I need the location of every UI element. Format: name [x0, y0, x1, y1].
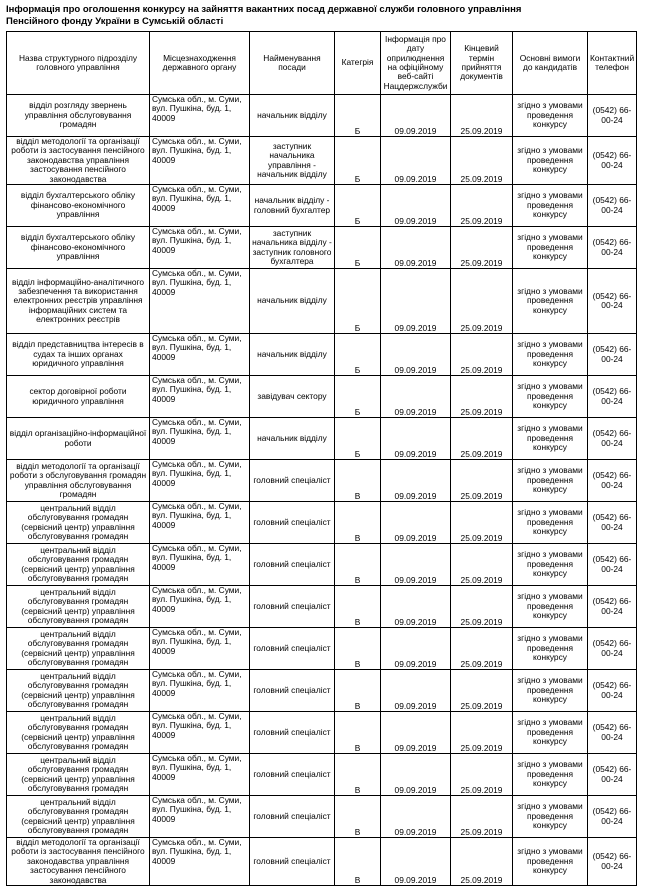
- cell-phone: (0542) 66-00-24: [588, 137, 637, 185]
- cell-unit: центральний відділ обслуговування громадян (сервісний центр) управління обслуговування громадян: [7, 586, 150, 628]
- cell-phone: (0542) 66-00-24: [588, 670, 637, 712]
- cell-category: Б: [335, 334, 381, 376]
- cell-published: 09.09.2019: [381, 838, 451, 886]
- cell-deadline: 25.09.2019: [451, 754, 513, 796]
- table-row: [7, 227, 637, 269]
- cell-category: Б: [335, 376, 381, 418]
- cell-phone: (0542) 66-00-24: [588, 376, 637, 418]
- cell-deadline: 25.09.2019: [451, 185, 513, 227]
- cell-category: Б: [335, 137, 381, 185]
- cell-deadline: 25.09.2019: [451, 586, 513, 628]
- cell-requirements: згідно з умовами проведення конкурсу: [513, 227, 588, 269]
- table-row: [7, 502, 637, 544]
- cell-position: начальник відділу: [250, 334, 335, 376]
- table-row: [7, 544, 637, 586]
- cell-address: Сумська обл., м. Суми, вул. Пушкіна, буд. 1, 40009: [150, 185, 250, 227]
- cell-phone: (0542) 66-00-24: [588, 334, 637, 376]
- cell-phone: (0542) 66-00-24: [588, 227, 637, 269]
- cell-address: Сумська обл., м. Суми, вул. Пушкіна, буд. 1, 40009: [150, 269, 250, 334]
- cell-published: 09.09.2019: [381, 796, 451, 838]
- cell-address: Сумська обл., м. Суми, вул. Пушкіна, буд. 1, 40009: [150, 137, 250, 185]
- cell-published: 09.09.2019: [381, 185, 451, 227]
- document-title: Інформація про оголошення конкурсу на зайняття вакантних посад державної служби головного управління Пенсійного фонду України в Сумській області: [6, 4, 522, 27]
- cell-unit: центральний відділ обслуговування громадян (сервісний центр) управління обслуговування громадян: [7, 670, 150, 712]
- cell-published: 09.09.2019: [381, 95, 451, 137]
- cell-address: Сумська обл., м. Суми, вул. Пушкіна, буд. 1, 40009: [150, 376, 250, 418]
- table-row: [7, 95, 637, 137]
- cell-requirements: згідно з умовами проведення конкурсу: [513, 185, 588, 227]
- cell-phone: (0542) 66-00-24: [588, 838, 637, 886]
- cell-unit: відділ методології та організації роботи із застосування пенсійного законодавства управління застосування пенсійного законодавства: [7, 838, 150, 886]
- cell-category: В: [335, 712, 381, 754]
- cell-address: Сумська обл., м. Суми, вул. Пушкіна, буд. 1, 40009: [150, 502, 250, 544]
- cell-category: Б: [335, 95, 381, 137]
- cell-position: начальник відділу: [250, 418, 335, 460]
- cell-phone: (0542) 66-00-24: [588, 712, 637, 754]
- cell-position: головний спеціаліст: [250, 460, 335, 502]
- cell-position: заступник начальника управління - начальник відділу: [250, 137, 335, 185]
- cell-requirements: згідно з умовами проведення конкурсу: [513, 796, 588, 838]
- table-row: [7, 334, 637, 376]
- cell-deadline: 25.09.2019: [451, 670, 513, 712]
- cell-requirements: згідно з умовами проведення конкурсу: [513, 376, 588, 418]
- cell-requirements: згідно з умовами проведення конкурсу: [513, 586, 588, 628]
- cell-requirements: згідно з умовами проведення конкурсу: [513, 670, 588, 712]
- table-header-row: [7, 32, 637, 95]
- table-row: [7, 754, 637, 796]
- table-row: [7, 628, 637, 670]
- cell-category: В: [335, 586, 381, 628]
- cell-unit: відділ методології та організації роботи із застосування пенсійного законодавства управління застосування пенсійного законодавства: [7, 137, 150, 185]
- cell-phone: (0542) 66-00-24: [588, 544, 637, 586]
- cell-unit: центральний відділ обслуговування громадян (сервісний центр) управління обслуговування громадян: [7, 628, 150, 670]
- cell-deadline: 25.09.2019: [451, 502, 513, 544]
- cell-published: 09.09.2019: [381, 334, 451, 376]
- cell-position: завідувач сектору: [250, 376, 335, 418]
- cell-published: 09.09.2019: [381, 754, 451, 796]
- cell-published: 09.09.2019: [381, 628, 451, 670]
- cell-position: головний спеціаліст: [250, 712, 335, 754]
- cell-unit: центральний відділ обслуговування громадян (сервісний центр) управління обслуговування громадян: [7, 544, 150, 586]
- cell-phone: (0542) 66-00-24: [588, 418, 637, 460]
- cell-category: В: [335, 544, 381, 586]
- table-row: [7, 376, 637, 418]
- cell-deadline: 25.09.2019: [451, 95, 513, 137]
- cell-published: 09.09.2019: [381, 137, 451, 185]
- header-phone: Контактний телефон: [588, 32, 637, 95]
- cell-unit: центральний відділ обслуговування громадян (сервісний центр) управління обслуговування громадян: [7, 796, 150, 838]
- cell-address: Сумська обл., м. Суми, вул. Пушкіна, буд. 1, 40009: [150, 796, 250, 838]
- cell-position: головний спеціаліст: [250, 670, 335, 712]
- cell-requirements: згідно з умовами проведення конкурсу: [513, 712, 588, 754]
- cell-requirements: згідно з умовами проведення конкурсу: [513, 838, 588, 886]
- cell-address: Сумська обл., м. Суми, вул. Пушкіна, буд. 1, 40009: [150, 670, 250, 712]
- cell-unit: центральний відділ обслуговування громадян (сервісний центр) управління обслуговування громадян: [7, 502, 150, 544]
- cell-address: Сумська обл., м. Суми, вул. Пушкіна, буд. 1, 40009: [150, 544, 250, 586]
- cell-published: 09.09.2019: [381, 502, 451, 544]
- cell-deadline: 25.09.2019: [451, 376, 513, 418]
- cell-address: Сумська обл., м. Суми, вул. Пушкіна, буд. 1, 40009: [150, 586, 250, 628]
- cell-requirements: згідно з умовами проведення конкурсу: [513, 502, 588, 544]
- cell-unit: центральний відділ обслуговування громадян (сервісний центр) управління обслуговування громадян: [7, 712, 150, 754]
- cell-published: 09.09.2019: [381, 269, 451, 334]
- cell-unit: відділ розгляду звернень управління обслуговування громадян: [7, 95, 150, 137]
- cell-category: В: [335, 502, 381, 544]
- cell-phone: (0542) 66-00-24: [588, 502, 637, 544]
- cell-phone: (0542) 66-00-24: [588, 796, 637, 838]
- cell-requirements: згідно з умовами проведення конкурсу: [513, 418, 588, 460]
- cell-address: Сумська обл., м. Суми, вул. Пушкіна, буд. 1, 40009: [150, 334, 250, 376]
- cell-category: В: [335, 796, 381, 838]
- cell-category: В: [335, 754, 381, 796]
- table-row: [7, 137, 637, 185]
- cell-requirements: згідно з умовами проведення конкурсу: [513, 137, 588, 185]
- cell-published: 09.09.2019: [381, 670, 451, 712]
- table-row: [7, 838, 637, 886]
- cell-address: Сумська обл., м. Суми, вул. Пушкіна, буд. 1, 40009: [150, 838, 250, 886]
- cell-position: начальник відділу: [250, 95, 335, 137]
- cell-category: Б: [335, 185, 381, 227]
- cell-phone: (0542) 66-00-24: [588, 460, 637, 502]
- cell-address: Сумська обл., м. Суми, вул. Пушкіна, буд. 1, 40009: [150, 628, 250, 670]
- cell-unit: відділ представництва інтересів в судах та інших органах юридичного управління: [7, 334, 150, 376]
- cell-published: 09.09.2019: [381, 376, 451, 418]
- cell-deadline: 25.09.2019: [451, 628, 513, 670]
- cell-requirements: згідно з умовами проведення конкурсу: [513, 628, 588, 670]
- cell-unit: відділ організаційно-інформаційної роботи: [7, 418, 150, 460]
- cell-requirements: згідно з умовами проведення конкурсу: [513, 334, 588, 376]
- cell-address: Сумська обл., м. Суми, вул. Пушкіна, буд. 1, 40009: [150, 418, 250, 460]
- cell-requirements: згідно з умовами проведення конкурсу: [513, 460, 588, 502]
- cell-requirements: згідно з умовами проведення конкурсу: [513, 269, 588, 334]
- cell-address: Сумська обл., м. Суми, вул. Пушкіна, буд. 1, 40009: [150, 460, 250, 502]
- cell-position: головний спеціаліст: [250, 502, 335, 544]
- cell-published: 09.09.2019: [381, 712, 451, 754]
- cell-deadline: 25.09.2019: [451, 544, 513, 586]
- cell-requirements: згідно з умовами проведення конкурсу: [513, 544, 588, 586]
- cell-deadline: 25.09.2019: [451, 418, 513, 460]
- cell-deadline: 25.09.2019: [451, 137, 513, 185]
- table-row: [7, 670, 637, 712]
- cell-position: головний спеціаліст: [250, 796, 335, 838]
- cell-category: Б: [335, 227, 381, 269]
- cell-deadline: 25.09.2019: [451, 227, 513, 269]
- cell-category: Б: [335, 269, 381, 334]
- table-row: [7, 712, 637, 754]
- cell-address: Сумська обл., м. Суми, вул. Пушкіна, буд. 1, 40009: [150, 95, 250, 137]
- cell-category: В: [335, 628, 381, 670]
- header-published: Інформація про дату оприлюднення на офіційному веб-сайті Нацдержслужби: [381, 32, 451, 95]
- cell-phone: (0542) 66-00-24: [588, 95, 637, 137]
- cell-address: Сумська обл., м. Суми, вул. Пушкіна, буд. 1, 40009: [150, 754, 250, 796]
- header-category: Категрія: [335, 32, 381, 95]
- cell-published: 09.09.2019: [381, 460, 451, 502]
- header-position: Найменування посади: [250, 32, 335, 95]
- cell-position: заступник начальника відділу - заступник головного бухгалтера: [250, 227, 335, 269]
- cell-category: В: [335, 460, 381, 502]
- cell-phone: (0542) 66-00-24: [588, 754, 637, 796]
- cell-category: В: [335, 838, 381, 886]
- table-row: [7, 269, 637, 334]
- cell-published: 09.09.2019: [381, 418, 451, 460]
- header-requirements: Основні вимоги до кандидатів: [513, 32, 588, 95]
- table-row: [7, 460, 637, 502]
- cell-position: головний спеціаліст: [250, 754, 335, 796]
- cell-published: 09.09.2019: [381, 544, 451, 586]
- cell-phone: (0542) 66-00-24: [588, 628, 637, 670]
- cell-address: Сумська обл., м. Суми, вул. Пушкіна, буд. 1, 40009: [150, 227, 250, 269]
- table-row: [7, 418, 637, 460]
- cell-deadline: 25.09.2019: [451, 838, 513, 886]
- cell-deadline: 25.09.2019: [451, 460, 513, 502]
- cell-position: головний спеціаліст: [250, 586, 335, 628]
- table-row: [7, 586, 637, 628]
- cell-position: головний спеціаліст: [250, 628, 335, 670]
- cell-unit: відділ методології та організації роботи з обслуговування громадян управління обслуговування громадян: [7, 460, 150, 502]
- cell-unit: відділ інформаційно-аналітичного забезпечення та використання електронних реєстрів управління інформаційних систем та електронних реєстрів: [7, 269, 150, 334]
- cell-category: В: [335, 670, 381, 712]
- cell-category: Б: [335, 418, 381, 460]
- header-deadline: Кінцевий термін прийняття документів: [451, 32, 513, 95]
- cell-phone: (0542) 66-00-24: [588, 185, 637, 227]
- cell-position: начальник відділу: [250, 269, 335, 334]
- cell-position: головний спеціаліст: [250, 544, 335, 586]
- header-unit: Назва структурного підрозділу головного управління: [7, 32, 150, 95]
- cell-unit: відділ бухгалтерського обліку фінансово-економічного управління: [7, 227, 150, 269]
- cell-unit: відділ бухгалтерського обліку фінансово-економічного управління: [7, 185, 150, 227]
- cell-position: начальник відділу - головний бухгалтер: [250, 185, 335, 227]
- cell-unit: сектор договірної роботи юридичного управління: [7, 376, 150, 418]
- cell-phone: (0542) 66-00-24: [588, 586, 637, 628]
- cell-phone: (0542) 66-00-24: [588, 269, 637, 334]
- cell-deadline: 25.09.2019: [451, 269, 513, 334]
- header-address: Місцезнаходження державного органу: [150, 32, 250, 95]
- cell-requirements: згідно з умовами проведення конкурсу: [513, 754, 588, 796]
- cell-unit: центральний відділ обслуговування громадян (сервісний центр) управління обслуговування громадян: [7, 754, 150, 796]
- table-row: [7, 185, 637, 227]
- table-row: [7, 796, 637, 838]
- cell-published: 09.09.2019: [381, 227, 451, 269]
- cell-requirements: згідно з умовами проведення конкурсу: [513, 95, 588, 137]
- cell-deadline: 25.09.2019: [451, 334, 513, 376]
- cell-deadline: 25.09.2019: [451, 796, 513, 838]
- cell-address: Сумська обл., м. Суми, вул. Пушкіна, буд. 1, 40009: [150, 712, 250, 754]
- cell-deadline: 25.09.2019: [451, 712, 513, 754]
- vacancies-table: [6, 31, 637, 886]
- cell-position: головний спеціаліст: [250, 838, 335, 886]
- cell-published: 09.09.2019: [381, 586, 451, 628]
